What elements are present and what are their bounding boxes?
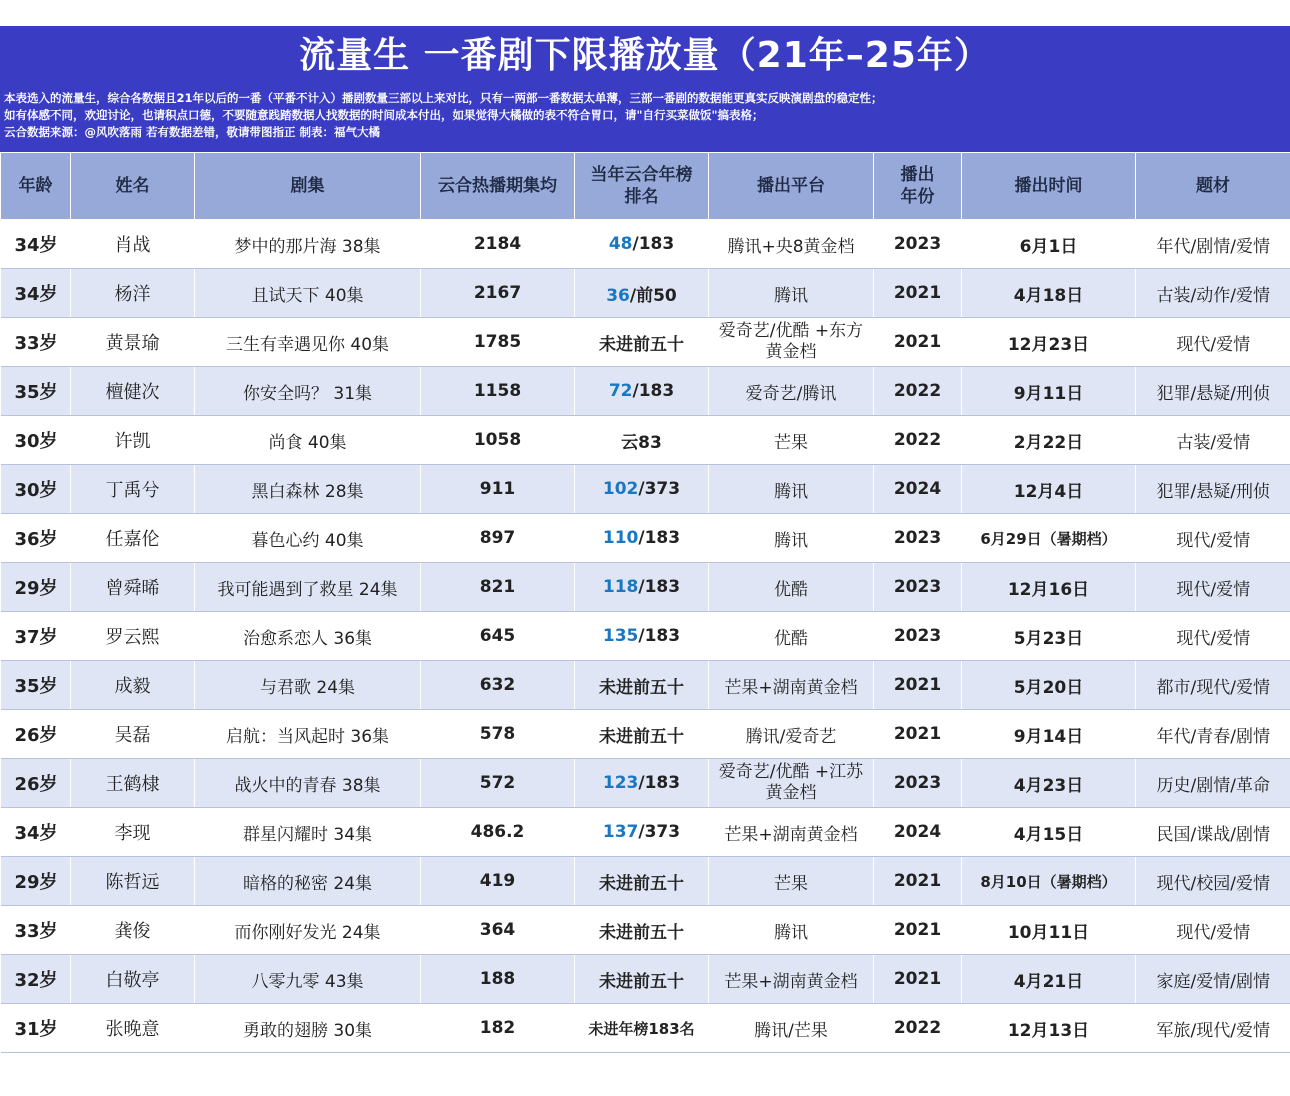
platform-cell: 芒果+湖南黄金档 — [709, 955, 874, 1004]
time-cell: 12月4日 — [962, 465, 1136, 514]
rank-cell — [575, 465, 709, 514]
rank-total: 云83 — [621, 432, 662, 453]
year-cell: 2022 — [874, 416, 962, 465]
age-cell: 34岁 — [1, 808, 71, 857]
drama-cell: 暗格的秘密 24集 — [195, 857, 421, 906]
time-cell: 9月14日 — [962, 710, 1136, 759]
age-cell: 36岁 — [1, 514, 71, 563]
time-cell: 9月11日 — [962, 367, 1136, 416]
rank-cell — [575, 514, 709, 563]
page-title: 流量生 一番剧下限播放量（21年–25年） — [299, 35, 991, 76]
rank-cell — [575, 318, 709, 367]
genre-cell: 民国/谍战/剧情 — [1136, 808, 1290, 857]
name-cell: 李现 — [71, 808, 195, 857]
rank-total: 未进前五十 — [599, 677, 684, 698]
col-header-time: 播出时间 — [962, 153, 1136, 220]
avg-cell: 486.2 — [421, 808, 575, 857]
table-row — [1, 1004, 1290, 1053]
rank-total: /183 — [638, 577, 681, 597]
avg-cell: 419 — [421, 857, 575, 906]
time-cell: 4月23日 — [962, 759, 1136, 808]
drama-cell: 黑白森林 28集 — [195, 465, 421, 514]
drama-cell: 尚食 40集 — [195, 416, 421, 465]
platform-cell: 腾讯 — [709, 514, 874, 563]
rank-number: 123 — [602, 773, 639, 793]
rank-total: 未进前五十 — [599, 726, 684, 747]
drama-cell: 启航：当风起时 36集 — [195, 710, 421, 759]
name-cell: 任嘉伦 — [71, 514, 195, 563]
year-cell: 2024 — [874, 808, 962, 857]
rank-number: 137 — [602, 822, 639, 842]
avg-cell: 364 — [421, 906, 575, 955]
rank-total: 未进年榜183名 — [588, 1019, 695, 1038]
rank-number: 135 — [602, 626, 639, 646]
time-cell: 4月21日 — [962, 955, 1136, 1004]
age-cell: 34岁 — [1, 269, 71, 318]
time-cell: 10月11日 — [962, 906, 1136, 955]
name-cell: 黄景瑜 — [71, 318, 195, 367]
rank-total: /183 — [638, 528, 681, 548]
drama-cell: 暮色心约 40集 — [195, 514, 421, 563]
name-cell: 檀健次 — [71, 367, 195, 416]
table-row — [1, 563, 1290, 612]
drama-cell: 治愈系恋人 36集 — [195, 612, 421, 661]
age-cell: 29岁 — [1, 857, 71, 906]
drama-cell: 而你刚好发光 24集 — [195, 906, 421, 955]
name-cell: 张晚意 — [71, 1004, 195, 1053]
age-cell: 26岁 — [1, 710, 71, 759]
rank-cell — [575, 1004, 709, 1053]
avg-cell: 645 — [421, 612, 575, 661]
year-cell: 2023 — [874, 220, 962, 269]
table-row — [1, 759, 1290, 808]
time-cell: 5月23日 — [962, 612, 1136, 661]
rank-cell — [575, 710, 709, 759]
genre-cell: 年代/青春/剧情 — [1136, 710, 1290, 759]
year-cell: 2021 — [874, 955, 962, 1004]
table-body — [1, 220, 1290, 1053]
table-row — [1, 269, 1290, 318]
col-header-genre: 题材 — [1136, 153, 1290, 220]
avg-cell: 182 — [421, 1004, 575, 1053]
rank-total: /前50 — [629, 285, 677, 306]
avg-cell: 1158 — [421, 367, 575, 416]
table-row — [1, 220, 1290, 269]
platform-cell: 优酷 — [709, 612, 874, 661]
avg-cell: 2167 — [421, 269, 575, 318]
platform-cell: 腾讯 — [709, 269, 874, 318]
table-row — [1, 808, 1290, 857]
note-line: 本表选入的流量生，综合各数据且21年以后的一番（平番不计入）播剧数量三部以上来对比，只有一两部一番数据太单薄，三部一番剧的数据能更真实反映演剧盘的稳定性； — [4, 91, 883, 105]
genre-cell: 家庭/爱情/剧情 — [1136, 955, 1290, 1004]
platform-cell: 腾讯 — [709, 465, 874, 514]
avg-cell: 2184 — [421, 220, 575, 269]
rank-cell — [575, 563, 709, 612]
name-cell: 王鹤棣 — [71, 759, 195, 808]
year-cell: 2024 — [874, 465, 962, 514]
genre-cell: 军旅/现代/爱情 — [1136, 1004, 1290, 1053]
name-cell: 罗云熙 — [71, 612, 195, 661]
title-banner — [0, 26, 1290, 152]
name-cell: 丁禹兮 — [71, 465, 195, 514]
table-row — [1, 367, 1290, 416]
table-row — [1, 612, 1290, 661]
name-cell: 陈哲远 — [71, 857, 195, 906]
table-row — [1, 416, 1290, 465]
time-cell: 6月29日（暑期档） — [962, 514, 1136, 563]
rank-total: 未进前五十 — [599, 922, 684, 943]
year-cell: 2023 — [874, 759, 962, 808]
age-cell: 32岁 — [1, 955, 71, 1004]
platform-cell: 芒果 — [709, 416, 874, 465]
age-cell: 29岁 — [1, 563, 71, 612]
year-cell: 2023 — [874, 563, 962, 612]
col-header-name: 姓名 — [71, 153, 195, 220]
time-cell: 4月18日 — [962, 269, 1136, 318]
col-header-age: 年龄 — [1, 153, 71, 220]
year-cell: 2022 — [874, 1004, 962, 1053]
age-cell: 30岁 — [1, 465, 71, 514]
drama-cell: 梦中的那片海 38集 — [195, 220, 421, 269]
drama-cell: 且试天下 40集 — [195, 269, 421, 318]
col-header-platform: 播出平台 — [709, 153, 874, 220]
age-cell: 30岁 — [1, 416, 71, 465]
name-cell: 龚俊 — [71, 906, 195, 955]
rank-cell — [575, 269, 709, 318]
table-row — [1, 465, 1290, 514]
time-cell: 5月20日 — [962, 661, 1136, 710]
rank-number: 102 — [602, 479, 639, 499]
genre-cell: 现代/爱情 — [1136, 514, 1290, 563]
rank-total: 未进前五十 — [599, 873, 684, 894]
time-cell: 12月23日 — [962, 318, 1136, 367]
platform-cell: 芒果+湖南黄金档 — [709, 808, 874, 857]
rank-cell — [575, 759, 709, 808]
genre-cell: 现代/爱情 — [1136, 563, 1290, 612]
genre-cell: 犯罪/悬疑/刑侦 — [1136, 465, 1290, 514]
rank-cell — [575, 416, 709, 465]
avg-cell: 632 — [421, 661, 575, 710]
rank-total: 未进前五十 — [599, 334, 684, 355]
year-cell: 2021 — [874, 318, 962, 367]
col-header-avg: 云合热播期集均 — [421, 153, 575, 220]
table-row — [1, 318, 1290, 367]
avg-cell: 1058 — [421, 416, 575, 465]
genre-cell: 年代/剧情/爱情 — [1136, 220, 1290, 269]
table-row — [1, 661, 1290, 710]
rank-cell — [575, 955, 709, 1004]
year-cell: 2023 — [874, 514, 962, 563]
name-cell: 杨洋 — [71, 269, 195, 318]
rank-cell — [575, 612, 709, 661]
platform-cell: 爱奇艺/腾讯 — [709, 367, 874, 416]
col-header-year: 播出年份 — [874, 153, 962, 220]
avg-cell: 1785 — [421, 318, 575, 367]
genre-cell: 历史/剧情/革命 — [1136, 759, 1290, 808]
rank-total: /183 — [632, 381, 675, 401]
table-row — [1, 514, 1290, 563]
ranking-sheet — [0, 26, 1290, 1053]
drama-cell: 八零九零 43集 — [195, 955, 421, 1004]
year-cell: 2021 — [874, 906, 962, 955]
platform-cell: 芒果 — [709, 857, 874, 906]
avg-cell: 188 — [421, 955, 575, 1004]
table-row — [1, 955, 1290, 1004]
year-cell: 2021 — [874, 269, 962, 318]
drama-cell: 你安全吗？ 31集 — [195, 367, 421, 416]
note-line: 如有体感不同，欢迎讨论，也请积点口德，不要随意践踏数据人找数据的时间成本付出，如果觉得大橘做的表不符合胃口，请"自行买菜做饭"搞表格； — [4, 108, 764, 122]
rank-number: 118 — [602, 577, 639, 597]
age-cell: 35岁 — [1, 367, 71, 416]
genre-cell: 现代/校园/爱情 — [1136, 857, 1290, 906]
rank-cell — [575, 857, 709, 906]
year-cell: 2021 — [874, 857, 962, 906]
table-row — [1, 710, 1290, 759]
age-cell: 33岁 — [1, 318, 71, 367]
name-cell: 许凯 — [71, 416, 195, 465]
platform-cell: 爱奇艺/优酷 +东方黄金档 — [709, 318, 874, 367]
drama-cell: 战火中的青春 38集 — [195, 759, 421, 808]
year-cell: 2021 — [874, 661, 962, 710]
rank-cell — [575, 661, 709, 710]
table-row — [1, 857, 1290, 906]
rank-number: 110 — [602, 528, 639, 548]
age-cell: 33岁 — [1, 906, 71, 955]
age-cell: 26岁 — [1, 759, 71, 808]
drama-cell: 三生有幸遇见你 40集 — [195, 318, 421, 367]
rank-total: /373 — [638, 822, 681, 842]
rank-number: 48 — [608, 234, 633, 254]
name-cell: 吴磊 — [71, 710, 195, 759]
data-table — [0, 152, 1290, 1053]
platform-cell: 腾讯/芒果 — [709, 1004, 874, 1053]
genre-cell: 现代/爱情 — [1136, 906, 1290, 955]
rank-total: /183 — [638, 773, 681, 793]
platform-cell: 腾讯 — [709, 906, 874, 955]
genre-cell: 犯罪/悬疑/刑侦 — [1136, 367, 1290, 416]
rank-cell — [575, 808, 709, 857]
rank-total: /183 — [632, 234, 675, 254]
time-cell: 8月10日（暑期档） — [962, 857, 1136, 906]
col-header-drama: 剧集 — [195, 153, 421, 220]
platform-cell: 爱奇艺/优酷 +江苏黄金档 — [709, 759, 874, 808]
age-cell: 35岁 — [1, 661, 71, 710]
rank-total: /373 — [638, 479, 681, 499]
name-cell: 白敬亭 — [71, 955, 195, 1004]
table-row — [1, 906, 1290, 955]
name-cell: 肖战 — [71, 220, 195, 269]
rank-cell — [575, 367, 709, 416]
rank-number: 36 — [606, 285, 630, 306]
avg-cell: 578 — [421, 710, 575, 759]
rank-number: 72 — [608, 381, 633, 401]
rank-cell — [575, 220, 709, 269]
platform-cell: 腾讯+央8黄金档 — [709, 220, 874, 269]
note-line: 云合数据来源：@风吹落雨 若有数据差错，敬请带图指正 制表：福气大橘 — [4, 125, 381, 139]
year-cell: 2023 — [874, 612, 962, 661]
age-cell: 31岁 — [1, 1004, 71, 1053]
notes-block — [4, 90, 1284, 141]
name-cell: 曾舜晞 — [71, 563, 195, 612]
col-header-rank: 当年云合年榜排名 — [575, 153, 709, 220]
drama-cell: 勇敢的翅膀 30集 — [195, 1004, 421, 1053]
genre-cell: 现代/爱情 — [1136, 612, 1290, 661]
time-cell: 12月16日 — [962, 563, 1136, 612]
drama-cell: 我可能遇到了救星 24集 — [195, 563, 421, 612]
avg-cell: 897 — [421, 514, 575, 563]
year-cell: 2021 — [874, 710, 962, 759]
rank-cell — [575, 906, 709, 955]
age-cell: 37岁 — [1, 612, 71, 661]
genre-cell: 现代/爱情 — [1136, 318, 1290, 367]
genre-cell: 古装/爱情 — [1136, 416, 1290, 465]
drama-cell: 群星闪耀时 34集 — [195, 808, 421, 857]
rank-total: /183 — [638, 626, 681, 646]
name-cell: 成毅 — [71, 661, 195, 710]
genre-cell: 都市/现代/爱情 — [1136, 661, 1290, 710]
time-cell: 6月1日 — [962, 220, 1136, 269]
genre-cell: 古装/动作/爱情 — [1136, 269, 1290, 318]
platform-cell: 腾讯/爱奇艺 — [709, 710, 874, 759]
time-cell: 4月15日 — [962, 808, 1136, 857]
header-row — [1, 153, 1290, 220]
avg-cell: 572 — [421, 759, 575, 808]
drama-cell: 与君歌 24集 — [195, 661, 421, 710]
platform-cell: 芒果+湖南黄金档 — [709, 661, 874, 710]
year-cell: 2022 — [874, 367, 962, 416]
avg-cell: 911 — [421, 465, 575, 514]
time-cell: 2月22日 — [962, 416, 1136, 465]
platform-cell: 优酷 — [709, 563, 874, 612]
time-cell: 12月13日 — [962, 1004, 1136, 1053]
age-cell: 34岁 — [1, 220, 71, 269]
rank-total: 未进前五十 — [599, 971, 684, 992]
avg-cell: 821 — [421, 563, 575, 612]
